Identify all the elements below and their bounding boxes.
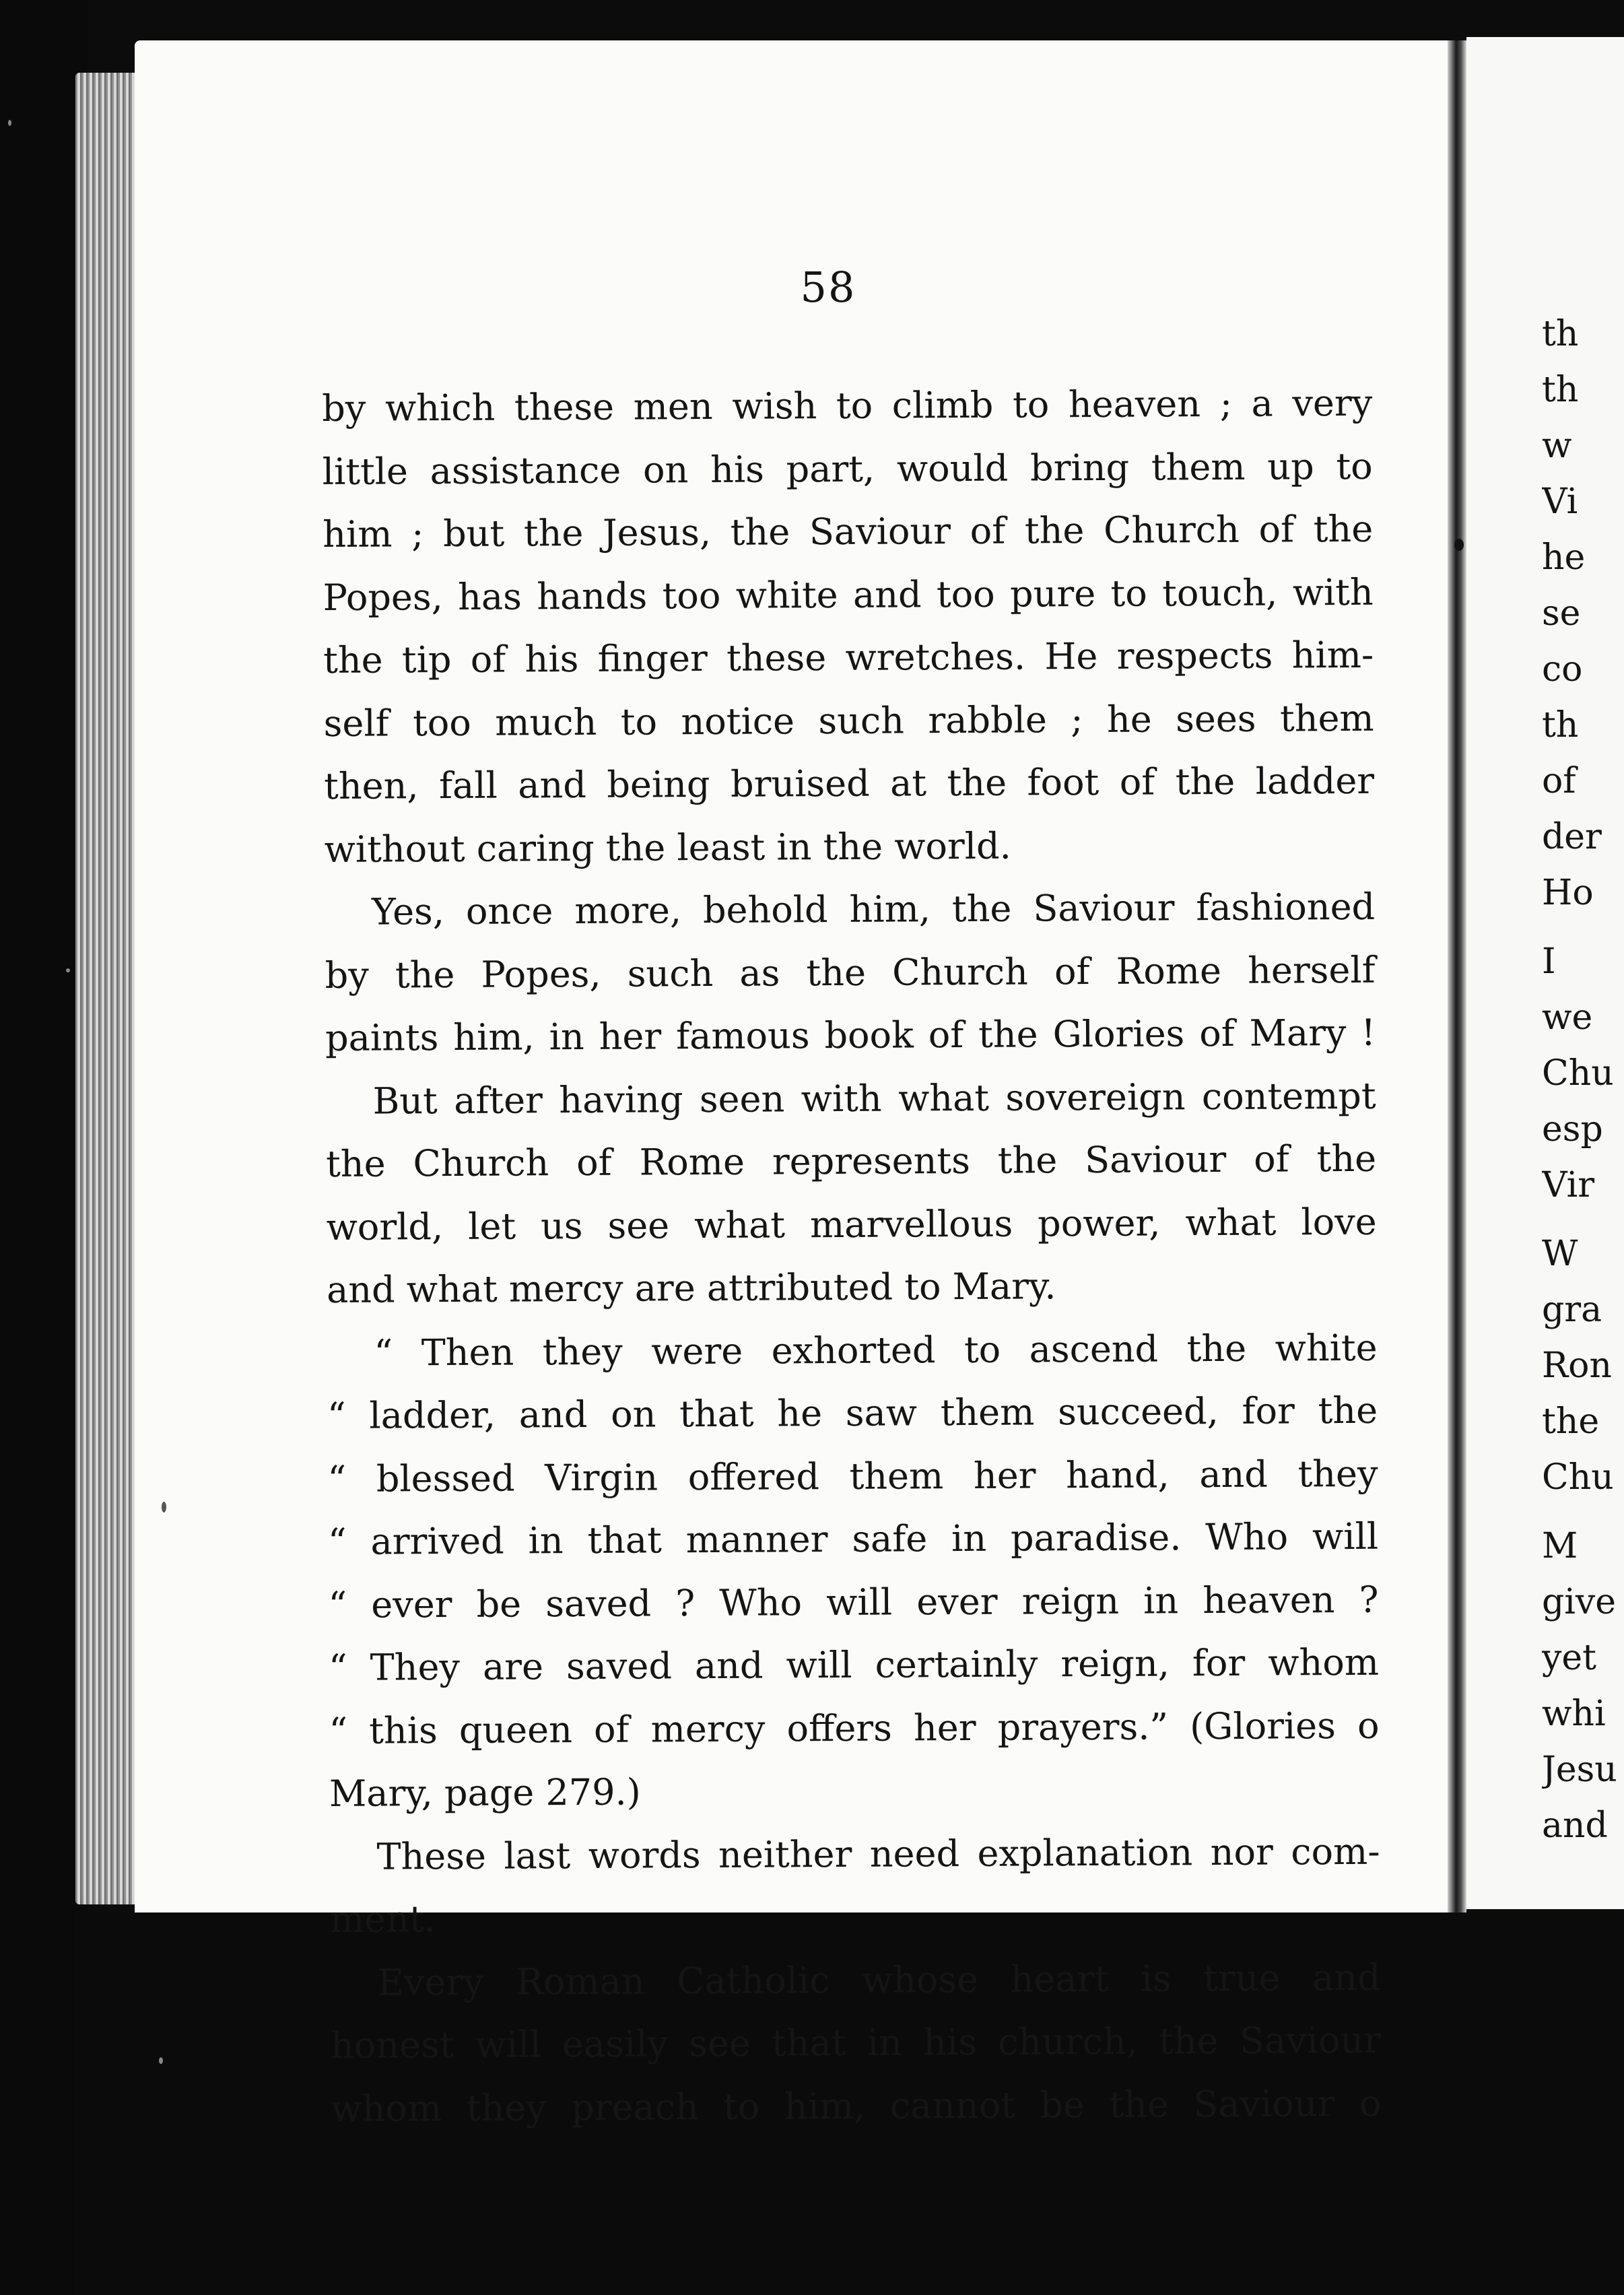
text-line: the Church of Rome represents the Saviour of the xyxy=(325,1137,1377,1185)
body-text xyxy=(322,372,1382,2140)
text-line: by which these men wish to climb to heaven ; a very xyxy=(322,381,1373,430)
text-line: Every Roman Catholic whose heart is true and xyxy=(377,1956,1381,2004)
text-line: These last words neither need explanation nor com- xyxy=(376,1830,1380,1878)
facing-text-fragment: Vi xyxy=(1542,481,1578,522)
text-line: “ They are saved and will certainly reign, for whom xyxy=(328,1640,1380,1689)
facing-text-fragment: of xyxy=(1542,761,1576,801)
facing-text-fragment: the xyxy=(1542,1401,1600,1442)
facing-text-fragment: whi xyxy=(1542,1694,1606,1734)
facing-text-fragment: Chu xyxy=(1542,1053,1614,1094)
text-line: the tip of his finger these wretches. He respects him- xyxy=(323,633,1374,681)
text-line: him ; but the Jesus, the Saviour of the Church of the xyxy=(323,507,1374,556)
scan-speck xyxy=(162,1502,166,1512)
text-line: Popes, has hands too white and too pure to touch, with xyxy=(323,570,1374,619)
scan-speck xyxy=(1454,539,1464,551)
facing-text-fragment: Jesu xyxy=(1542,1750,1617,1790)
text-line: “ ever be saved ? Who will ever reign in heaven ? xyxy=(328,1578,1379,1626)
text-line: self too much to notice such rabble ; he sees them xyxy=(323,696,1374,745)
facing-page-text xyxy=(1542,306,1624,1854)
facing-text-fragment: yet xyxy=(1542,1638,1597,1678)
text-line: But after having seen with what sovereign contempt xyxy=(372,1074,1376,1123)
text-line: “ Then they were exhorted to ascend the white xyxy=(374,1326,1378,1374)
page-number: 58 xyxy=(800,263,856,312)
text-line: “ ladder, and on that he saw them succeed, for the xyxy=(327,1389,1378,1437)
text-line: honest will easily see that in his church, the Saviour xyxy=(330,2018,1382,2067)
facing-text-fragment: W xyxy=(1542,1234,1578,1274)
text-line: and what mercy are attributed to Mary. xyxy=(326,1265,1056,1311)
facing-text-fragment: we xyxy=(1542,997,1593,1038)
facing-text-fragment: give xyxy=(1542,1582,1617,1622)
text-line: “ arrived in that manner safe in paradise. Who will xyxy=(327,1515,1379,1563)
facing-text-fragment: th xyxy=(1542,705,1579,745)
text-line: by the Popes, such as the Church of Rome herself xyxy=(325,948,1376,997)
text-line: little assistance on his part, would bring them up to xyxy=(322,444,1373,493)
text-line: Mary, page 279.) xyxy=(329,1770,641,1815)
facing-text-fragment: he xyxy=(1542,537,1586,578)
facing-text-fragment: w xyxy=(1542,426,1572,466)
facing-text-fragment: th xyxy=(1542,370,1579,410)
facing-text-fragment: Ho xyxy=(1542,873,1594,913)
text-line: Yes, once more, behold him, the Saviour fashioned xyxy=(371,885,1376,933)
scan-speck xyxy=(159,2057,163,2064)
text-line: “ this queen of mercy offers her prayers.” (Glories o xyxy=(329,1704,1380,1752)
book-gutter xyxy=(1448,40,1466,1919)
facing-text-fragment: Vir xyxy=(1542,1165,1595,1205)
text-line: ment. xyxy=(329,1898,436,1941)
facing-text-fragment: Chu xyxy=(1542,1457,1614,1498)
facing-text-fragment: th xyxy=(1542,314,1579,354)
text-line: “ blessed Virgin offered them her hand, and they xyxy=(327,1452,1378,1500)
facing-text-fragment: I xyxy=(1542,941,1556,982)
facing-text-fragment: Ron xyxy=(1542,1345,1612,1386)
facing-text-fragment: se xyxy=(1542,593,1581,634)
facing-text-fragment: esp xyxy=(1542,1109,1603,1150)
scan-speck xyxy=(66,968,70,972)
text-line: then, fall and being bruised at the foot of the ladder xyxy=(324,759,1375,807)
facing-text-fragment: co xyxy=(1542,649,1583,690)
text-line: without caring the least in the world. xyxy=(324,824,1011,871)
text-line: whom they preach to him, cannot be the Saviour o xyxy=(331,2082,1382,2130)
facing-text-fragment: M xyxy=(1542,1526,1578,1566)
facing-text-fragment: gra xyxy=(1542,1290,1602,1330)
facing-text-fragment: and xyxy=(1542,1805,1608,1846)
facing-text-fragment: der xyxy=(1542,817,1602,857)
scan-speck xyxy=(8,120,11,126)
text-line: world, let us see what marvellous power, what love xyxy=(326,1200,1377,1249)
text-line: paints him, in her famous book of the Glories of Mary ! xyxy=(325,1011,1376,1059)
